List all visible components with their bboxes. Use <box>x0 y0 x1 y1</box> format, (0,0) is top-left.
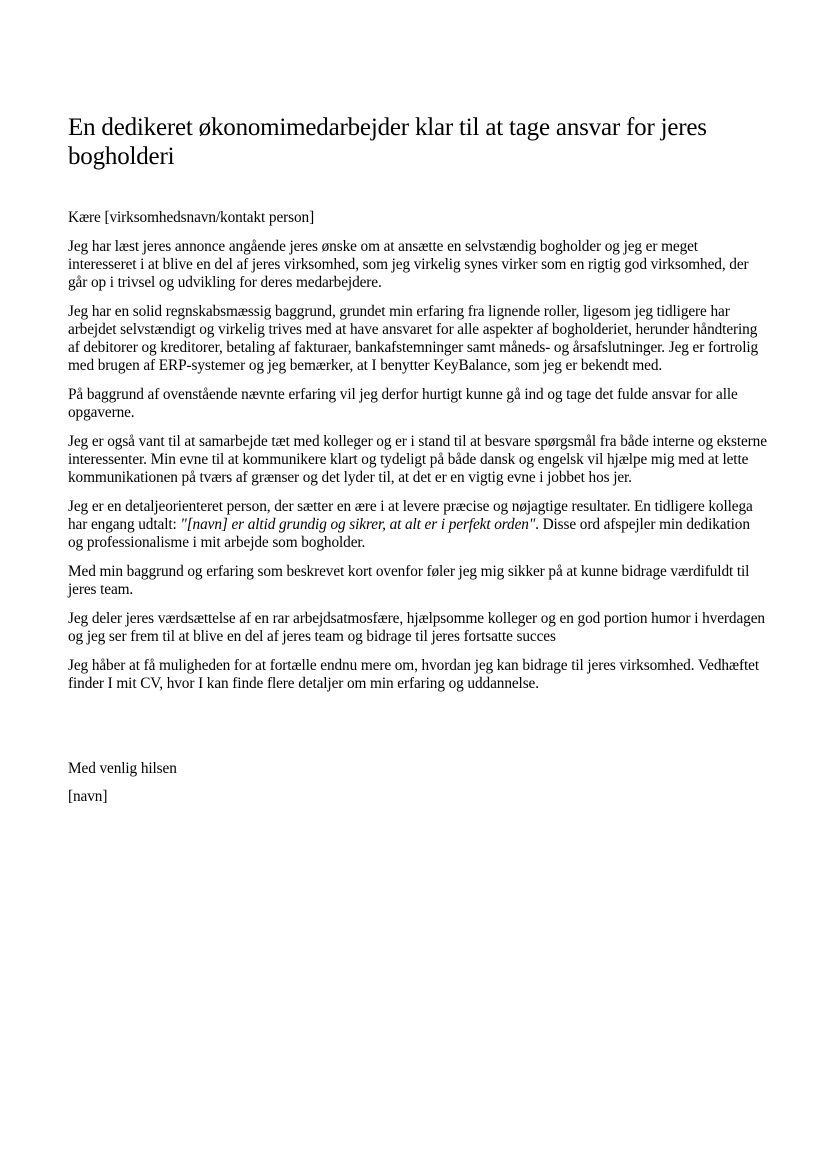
paragraph-background: Jeg har en solid regnskabsmæssig baggrund, grundet min erfaring fra lignende roller, ligesom jeg tidligere har arbejdet selvstændigt og virkelig trives med at have ansvaret for alle aspekter af bogholderiet, herunder håndtering af debitorer og kreditorer, betaling af fakturaer, bankafstemninger samt måneds- og årsafslutninger. Jeg er fortrolig med brugen af ERP-systemer og jeg bemærker, at I benytter KeyBalance, som jeg er bekendt med. <box>68 303 759 374</box>
paragraph-interest: Jeg har læst jeres annonce angående jeres ønske om at ansætte en selvstændig bogholder og jeg er meget interesseret i at blive en del af jeres virksomhed, som jeg virkelig synes virker som en rigtig god virksomhed, der går op i trivsel og udvikling for deres medarbejdere. <box>68 238 749 291</box>
colleague-quote: "[navn] er altid grundig og sikrer, at alt er i perfekt orden" <box>180 516 536 533</box>
quote-intro-text: Jeg er en detaljeorienteret person, der sætter en ære i at levere præcise og nøjagtige resultater. En tidligere kollega har engang udtalt: <box>68 498 753 533</box>
paragraph-contribution: Med min baggrund og erfaring som beskrevet kort ovenfor føler jeg mig sikker på at kunne bidrage værdifuldt til jeres team. <box>68 563 750 598</box>
letter-title: En dedikeret økonomimedarbejder klar til at tage ansvar for jeres bogholderi <box>68 114 707 170</box>
paragraph-values: Jeg deler jeres værdsættelse af en rar arbejdsatmosfære, hjælpsomme kolleger og en god portion humor i hverdagen og jeg ser frem til at blive en del af jeres team og bidrage til jeres fortsatte succes <box>68 610 765 645</box>
salutation: Kære [virksomhedsnavn/kontakt person] <box>68 209 315 226</box>
paragraph-cv-attached: Jeg håber at få muligheden for at fortælle endnu mere om, hvordan jeg kan bidrage til jeres virksomhed. Vedhæftet finder I mit CV, hvor I kan finde flere detaljer om min erfaring og uddannelse. <box>68 657 760 692</box>
quote-outro-text: . Disse ord afspejler min dedikation og professionalisme i mit arbejde som bogholder. <box>68 516 750 551</box>
paragraph-detail-oriented <box>68 498 768 552</box>
closing-greeting: Med venlig hilsen <box>68 760 177 777</box>
paragraph-collaboration: Jeg er også vant til at samarbejde tæt med kolleger og er i stand til at besvare spørgsmål fra både interne og eksterne interessenter. Min evne til at kommunikere klart og tydeligt på både dansk og engelsk vil hjælpe mig med at lette kommunikationen på tværs af grænser og det lyder til, at det er en vigtig evne i jobbet hos jer. <box>68 433 767 486</box>
paragraph-responsibility: På baggrund af ovenstående nævnte erfaring vil jeg derfor hurtigt kunne gå ind og tage det fulde ansvar for alle opgaverne. <box>68 386 738 421</box>
signature-name: [navn] <box>68 788 108 805</box>
cover-letter-page <box>68 113 768 817</box>
